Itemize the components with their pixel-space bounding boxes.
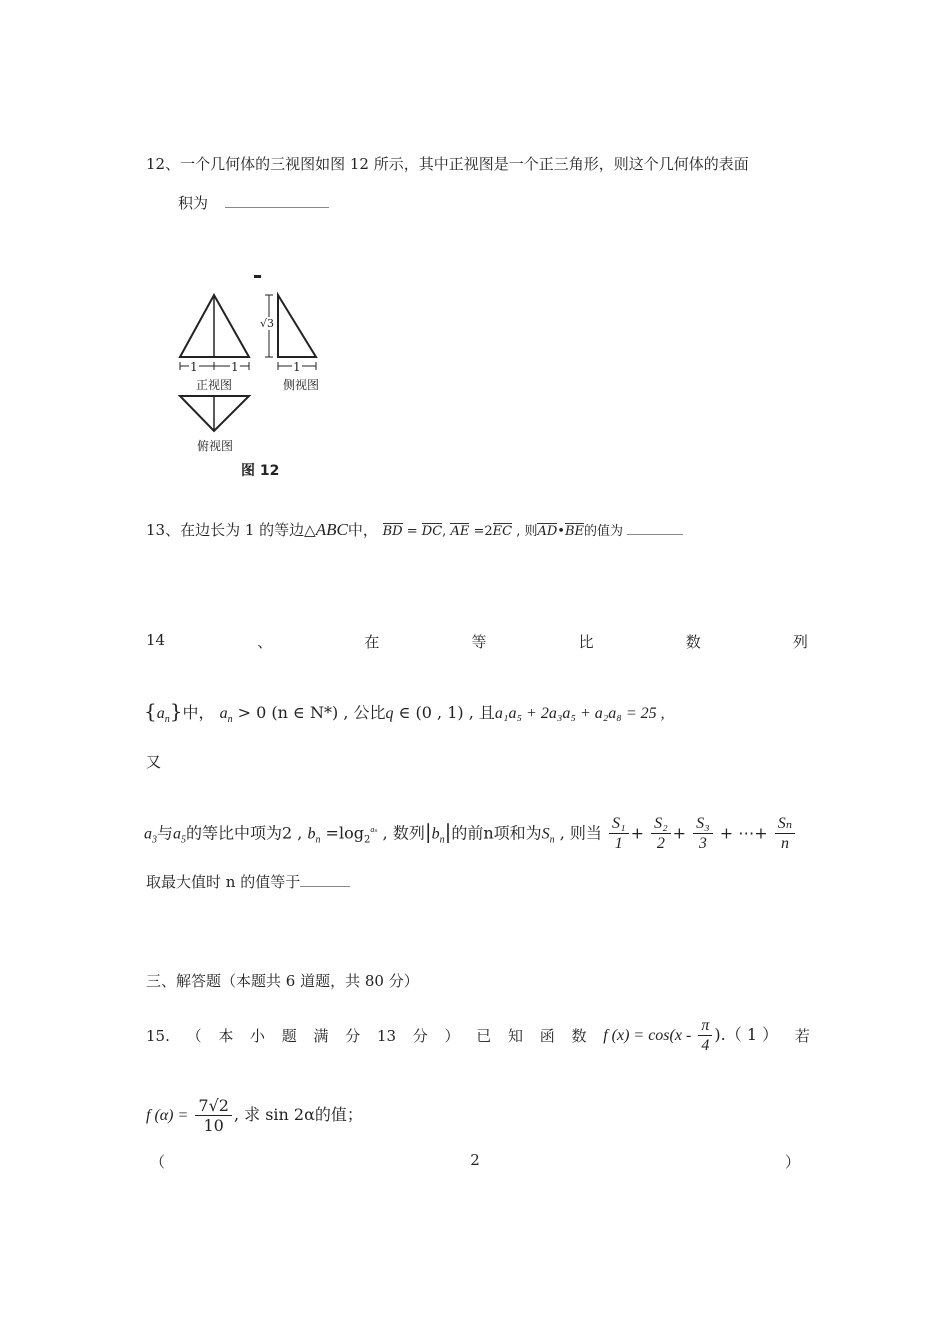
q14-number: 14 bbox=[146, 631, 166, 649]
q14-sep: 、 bbox=[257, 633, 273, 651]
dim-label-1b: 1 bbox=[231, 360, 239, 374]
section-heading: 三、解答题（本题共 6 道题，共 80 分） bbox=[146, 972, 419, 990]
q15-function bbox=[603, 1016, 778, 1055]
q15-part2-open: （ bbox=[150, 1153, 166, 1171]
q14-char: 数 bbox=[685, 633, 701, 651]
a5: a bbox=[173, 825, 182, 843]
figure-top-mark bbox=[254, 275, 261, 278]
front-view bbox=[180, 295, 249, 357]
q15-line2-tail: , 求 sin 2α的值； bbox=[233, 1105, 363, 1124]
dim-label-sqrt3: √3 bbox=[260, 317, 275, 330]
q-var: q bbox=[385, 705, 394, 722]
q15-char: 已 bbox=[476, 1027, 492, 1045]
q14-zhong: 中， bbox=[182, 703, 215, 722]
q15-ruo: 若 bbox=[794, 1027, 810, 1045]
q14-text2: =log bbox=[320, 823, 364, 843]
q15-char: 分 bbox=[345, 1027, 361, 1045]
q15-tail: ).（ 1 ） bbox=[714, 1025, 779, 1044]
frac-pi-4: $\frac{\pi}{4}$ bbox=[698, 1016, 712, 1055]
q15-func: f (x) = cos(x - bbox=[603, 1027, 692, 1044]
top-view bbox=[180, 396, 249, 431]
q14-char: 比 bbox=[578, 633, 594, 651]
q13-abc: ABC bbox=[315, 520, 348, 539]
q15-line3 bbox=[150, 1151, 800, 1172]
plus: + bbox=[672, 823, 687, 843]
q15-char: 小 bbox=[250, 1027, 266, 1045]
three-view-figure bbox=[170, 265, 340, 485]
q14-line5 bbox=[146, 871, 350, 892]
frac-s1: $\frac{\text{S₁}}{1}$ bbox=[609, 814, 629, 853]
q13-eq2: =2 bbox=[473, 524, 493, 539]
front-view-label: 正视图 bbox=[196, 378, 233, 392]
q14-line2: $\{a_n\}$中， $a_n > 0$ (n ∈ N*) , 公比q ∈ (0 , 1) , 且a₁a₅ + 2a₃a₅ + a₂a₈ = 25 , bbox=[144, 699, 665, 726]
q15-line1 bbox=[146, 1016, 810, 1055]
q13-comma: , bbox=[442, 524, 447, 539]
q15-char: 数 bbox=[571, 1027, 587, 1045]
vec-dc: DC bbox=[421, 524, 443, 539]
q14-you: 又 bbox=[146, 753, 162, 771]
q15-number: 15. bbox=[146, 1026, 170, 1045]
vec-ae: AE bbox=[450, 524, 470, 539]
vec-ad: AD bbox=[537, 524, 558, 539]
an-sub: n bbox=[227, 714, 233, 726]
q13-tail: 的值为 bbox=[584, 524, 624, 539]
q15-char: ） bbox=[444, 1027, 460, 1045]
dim-label-1a: 1 bbox=[190, 360, 198, 374]
a3: a bbox=[144, 825, 152, 843]
q14-char: 在 bbox=[364, 633, 380, 651]
an: a bbox=[219, 705, 228, 722]
a3-sub: 3 bbox=[152, 834, 157, 846]
q15-f-alpha: f (α) = bbox=[146, 1107, 189, 1124]
frac-sn: $\frac{\text{Sₙ}}{n}$ bbox=[775, 814, 795, 853]
bn2: b bbox=[431, 825, 440, 843]
side-view bbox=[278, 295, 316, 357]
frac-s3: $\frac{\text{S₃}}{3}$ bbox=[693, 814, 713, 853]
yu: 与 bbox=[157, 823, 174, 843]
sn-sub: n bbox=[549, 834, 555, 846]
plus: + bbox=[630, 823, 644, 843]
q14-condition: > 0 (n ∈ N*) , 公比 bbox=[232, 703, 386, 722]
q13-mid: 中， bbox=[347, 521, 378, 539]
vec-be: BE bbox=[564, 524, 585, 539]
q15-line2 bbox=[146, 1096, 363, 1135]
q12-answer-blank[interactable] bbox=[225, 207, 329, 208]
q15-part2-number: 2 bbox=[470, 1151, 480, 1169]
bn2-sub: n bbox=[439, 834, 445, 846]
q15-char: 分 bbox=[412, 1027, 428, 1045]
log-base: 2 bbox=[363, 834, 371, 846]
bn-sub: n bbox=[315, 834, 321, 846]
q14-text3: , 数列 bbox=[377, 823, 425, 843]
q15-part2-close: ） bbox=[784, 1153, 800, 1171]
q15-char: 13 bbox=[376, 1026, 397, 1045]
q12-line2 bbox=[178, 192, 329, 213]
q14-line5-text: 取最大值时 n 的值等于 bbox=[146, 873, 301, 891]
dot-product-icon: • bbox=[557, 524, 565, 539]
q15-char: 函 bbox=[539, 1027, 555, 1045]
q12-area-label: 积为 bbox=[178, 194, 209, 212]
q14-char: 等 bbox=[471, 633, 487, 651]
q13 bbox=[146, 519, 683, 540]
q13-eq1: = bbox=[406, 524, 418, 539]
q14-header-line bbox=[146, 631, 808, 652]
q14-text1: 的等比中项为2 , bbox=[186, 823, 303, 843]
ellipsis: + ⋯+ bbox=[719, 823, 768, 843]
q14-text4: 的前n项和为 bbox=[451, 823, 542, 843]
frac-7sqrt2-10: $\frac{7√2}{10}$ bbox=[195, 1096, 232, 1135]
q14-text5: , 则当 bbox=[554, 823, 602, 843]
q14-line4: $a_3$与$a_5$的等比中项为2 , $b_n =\log_2^{a_n}$ , 数列$|b_n|$的前n项和为$S_n$ , 则当 $\frac{\text{S₁}}{1}$ + $\frac{\text{S₂}}{2}$ + $\frac{\text{S₃}}{3}$ + ⋯+ $\frac{\text{Sₙ}}{n}$ bbox=[144, 810, 797, 861]
side-view-label: 侧视图 bbox=[283, 378, 320, 392]
q13-prefix: 13、在边长为 1 的等边△ bbox=[146, 521, 316, 539]
dim-label-1c: 1 bbox=[293, 360, 301, 374]
vec-ec: EC bbox=[492, 524, 513, 539]
q15-char: 本 bbox=[218, 1027, 234, 1045]
seq-a-sub: n bbox=[164, 714, 170, 726]
vec-bd: BD bbox=[382, 524, 403, 539]
sn: S bbox=[541, 825, 550, 843]
seq-a: a bbox=[156, 705, 165, 722]
q14-answer-blank[interactable] bbox=[300, 886, 350, 887]
top-view-label: 俯视图 bbox=[197, 439, 234, 453]
q14-expression: a₁a₅ + 2a₃a₅ + a₂a₈ = 25 , bbox=[494, 705, 665, 722]
q15-char: 满 bbox=[313, 1027, 329, 1045]
three-view-drawing bbox=[170, 265, 340, 485]
q14-range: ∈ (0 , 1) , 且 bbox=[393, 703, 495, 722]
q12-line1: 12、一个几何体的三视图如图 12 所示，其中正视图是一个正三角形，则这个几何体的表面 bbox=[146, 155, 749, 173]
figure-caption: 图 12 bbox=[241, 463, 280, 479]
q15-char: 知 bbox=[508, 1027, 524, 1045]
q15-char: （ bbox=[186, 1027, 202, 1045]
a5-sub: 5 bbox=[181, 834, 187, 846]
log-sup: aₙ bbox=[370, 825, 378, 834]
frac-s2: $\frac{\text{S₂}}{2}$ bbox=[651, 814, 671, 853]
bn: b bbox=[307, 825, 316, 843]
q14-char: 列 bbox=[792, 633, 808, 651]
q15-char: 题 bbox=[281, 1027, 297, 1045]
q13-then: , 则 bbox=[516, 524, 538, 539]
q13-answer-blank[interactable] bbox=[627, 534, 683, 535]
